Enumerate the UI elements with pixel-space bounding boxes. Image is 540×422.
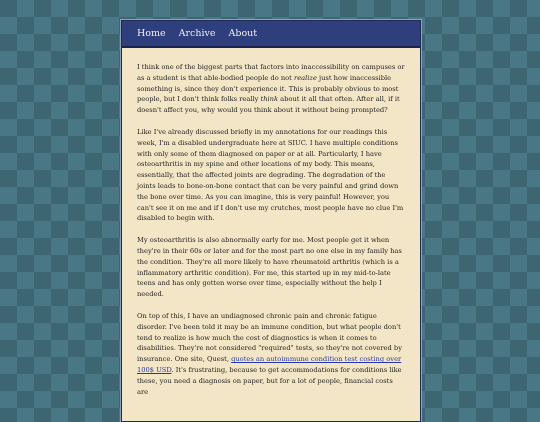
post-content bbox=[122, 48, 420, 397]
paragraph-3: My osteoarthritis is also abnormally early for me. Most people get it when they're in their 60s or later and for the most part no one else in my family has the condition. They're all more likely to have rheumatoid arthritis (which is a inflammatory arthritic condition). For me, this started up in my mid-to-late teens and has only gotten worse over time, especially without the help I needed. bbox=[137, 236, 402, 299]
quest-test-cost-link[interactable]: quotes an autoimmune condition test costing over 100$ USD bbox=[137, 355, 402, 374]
paragraph-1: I think one of the biggest parts that factors into inaccessibility on campuses or as a student is that able-bodied people do not realize just how inaccessible something is, since they don't experience it. This is probably obvious to most people, but I don't think folks really think about it all that often. After all, if it doesn't affect you, why would you think about it without being prompted? bbox=[137, 63, 405, 115]
nav-home-link[interactable]: Home bbox=[137, 28, 166, 39]
nav-archive-link[interactable]: Archive bbox=[178, 28, 216, 39]
emphasis-think: think bbox=[260, 95, 279, 104]
emphasis-realize: realize bbox=[294, 73, 317, 82]
top-nav bbox=[122, 21, 420, 48]
paragraph-4: On top of this, I have an undiagnosed chronic pain and chronic fatigue disorder. I've been told it may be an immune condition, but what people don't tend to realize is how much the cost of diagnostics is when it comes to disabilities. They're not considered "required" tests, so they're not covered by insurance. One site, Quest, quotes an autoimmune condition test costing over 100$ USD. It's frustrating, because to get accommodations for conditions like these, you need a diagnosis on paper, but for a lot of people, financial costs are bbox=[137, 311, 402, 396]
paragraph-2: Like I've already discussed briefly in my annotations for our readings this week, I'm a disabled undergraduate here at SIUC. I have multiple conditions with only some of them diagnosed on paper or at all. Particularly, I have osteoarthritis in my spine and other locations of my body. This means, essentially, that the affected joints are degrading. The degradation of the joints leads to bone-on-bone contact that can be very painful and grind down the bone over time. As you can imagine, this is very painful! However, you can't see it on me and if I don't use my crutches, most people have no clue I'm disabled to begin with. bbox=[137, 127, 404, 223]
blog-page bbox=[121, 20, 421, 422]
nav-about-link[interactable]: About bbox=[228, 28, 258, 39]
